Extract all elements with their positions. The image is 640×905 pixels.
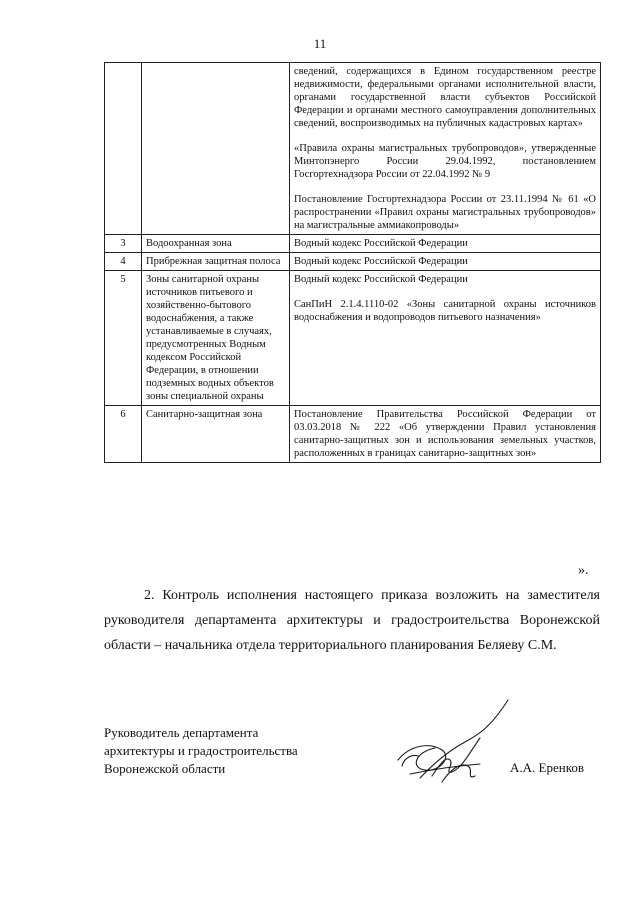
row-number: 6 [105, 406, 142, 463]
clause-text: Контроль исполнения настоящего приказа возложить на заместителя руководителя департамента архитектуры и градостроительства Воронежской области – начальника отдела территориального планирования Беляеву С.М. [104, 588, 600, 653]
zone-name: Санитарно-защитная зона [142, 406, 290, 463]
legal-paragraph: СанПиН 2.1.4.1110-02 «Зоны санитарной охраны источников водоснабжения и водопроводов питьевого назначения» [294, 299, 596, 323]
signer-title [104, 724, 298, 778]
page-number: 11 [313, 36, 327, 51]
table-row [105, 271, 601, 406]
clause-number: 2. [144, 588, 155, 603]
legal-basis [290, 406, 601, 463]
legal-basis [290, 253, 601, 271]
legal-paragraph: Водный кодекс Российской Федерации [294, 256, 468, 267]
legal-basis [290, 271, 601, 406]
order-clause [104, 583, 600, 658]
legal-paragraph: «Правила охраны магистральных трубопроводов», утвержденные Минтопэнерго России 29.04.1992, постановлением Госгортехнадзора России от 22.04.1992 № 9 [294, 143, 596, 180]
legal-paragraph: Водный кодекс Российской Федерации [294, 238, 468, 249]
table-row [105, 235, 601, 253]
legal-basis [290, 63, 601, 235]
legal-paragraph: Постановление Правительства Российской Федерации от 03.03.2018 № 222 «Об утверждении Правил установления санитарно-защитных зон и использования земельных участков, расположенных в границах санитарно-защитных зон» [294, 409, 596, 459]
table-row [105, 63, 601, 235]
zone-name: Прибрежная защитная полоса [142, 253, 290, 271]
regulations-table [104, 62, 601, 463]
row-number: 5 [105, 271, 142, 406]
zone-name: Водоохранная зона [142, 235, 290, 253]
zone-name: Зоны санитарной охраны источников питьевого и хозяйственно-бытового водоснабжения, а также устанавливаемые в случаях, предусмотренных Водным кодексом Российской Федерации, в отношении подземных водных объектов зоны специальной охраны [142, 271, 290, 406]
closing-quote: ». [578, 563, 589, 578]
legal-paragraph: Постановление Госгортехнадзора России от 23.11.1994 № 61 «О распространении «Правил охраны магистральных трубопроводов» на магистральные аммиакопроводы» [294, 194, 596, 231]
row-number: 3 [105, 235, 142, 253]
signer-title-line: Воронежской области [104, 761, 226, 776]
table-row [105, 406, 601, 463]
signer-title-line: Руководитель департамента [104, 725, 259, 740]
zone-name [142, 63, 290, 235]
legal-paragraph: Водный кодекс Российской Федерации [294, 274, 468, 285]
handwritten-signature [380, 690, 530, 800]
table-row [105, 253, 601, 271]
legal-paragraph: сведений, содержащихся в Едином государственном реестре недвижимости, федеральными органами исполнительной власти, органами государственной власти субъектов Российской Федерации и органами местного самоуправления дополнительных сведений, воспроизводимых на публичных кадастровых картах» [294, 66, 596, 129]
signer-title-line: архитектуры и градостроительства [104, 743, 298, 758]
row-number: 4 [105, 253, 142, 271]
legal-basis [290, 235, 601, 253]
signer-name: А.А. Еренков [510, 760, 584, 775]
row-number [105, 63, 142, 235]
